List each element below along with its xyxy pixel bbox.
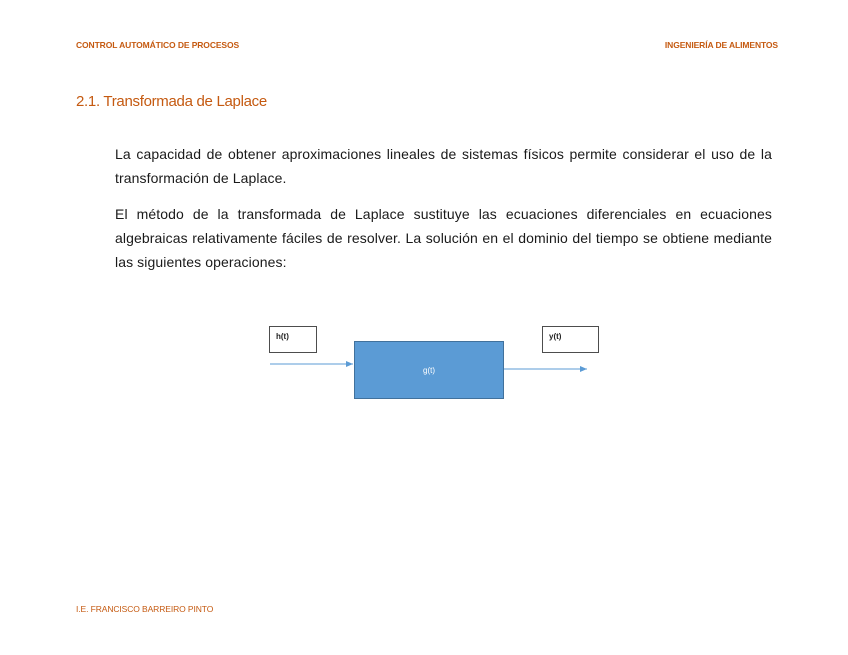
header-program-title: INGENIERÍA DE ALIMENTOS xyxy=(664,40,778,50)
transfer-function-block xyxy=(354,341,504,399)
input-signal-label: h(t) xyxy=(276,332,289,341)
output-signal-label: y(t) xyxy=(549,332,562,341)
transfer-function-label: g(t) xyxy=(423,365,435,375)
output-signal-box xyxy=(542,326,599,353)
input-signal-box xyxy=(269,326,317,353)
footer-author: I.E. FRANCISCO BARREIRO PINTO xyxy=(76,604,214,614)
header-course-title: CONTROL AUTOMÁTICO DE PROCESOS xyxy=(76,40,240,50)
paragraph-1: La capacidad de obtener aproximaciones lineales de sistemas físicos permite considerar el uso de la transformación de Laplace. xyxy=(115,146,772,186)
section-title: 2.1. Transformada de Laplace xyxy=(76,93,267,110)
paragraph-2: El método de la transformada de Laplace sustituye las ecuaciones diferenciales en ecuaciones algebraicas relativamente fáciles de resolver. La solución en el dominio del tiempo se obtiene mediante las siguientes operaciones: xyxy=(115,206,772,270)
